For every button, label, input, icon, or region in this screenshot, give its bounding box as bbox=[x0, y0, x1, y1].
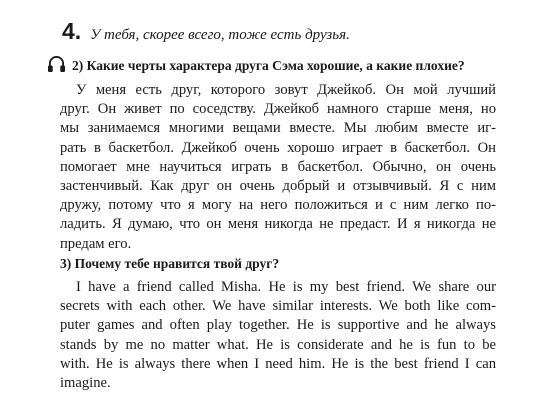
text-line: дружу, потому что я могу на него положиться и с ним легко по- bbox=[60, 197, 496, 214]
question-2-text: 2) Какие черты характера друга Сэма хорошие, а какие плохие? bbox=[72, 58, 465, 73]
text-line: imagine. bbox=[60, 375, 111, 392]
headphones-icon bbox=[47, 56, 66, 73]
text-line: stands by me no matter what. He is considerate and he is fun to be bbox=[60, 336, 496, 353]
question-3 bbox=[60, 256, 279, 272]
text-line: помогает мне научиться играть в баскетбол. Обычно, он очень bbox=[60, 158, 496, 175]
text-line: with. He is always there when I need him. He is the best friend I can bbox=[60, 355, 496, 372]
text-line: secrets with each other. We have similar interests. We both like com- bbox=[60, 298, 496, 315]
answer-english-paragraph bbox=[60, 278, 496, 393]
exercise-header bbox=[62, 18, 350, 45]
text-line: puter games and often play together. He is supportive and he always bbox=[60, 317, 496, 334]
text-line: предам его. bbox=[60, 235, 132, 252]
text-line: рать в баскетбол. Джейкоб очень хорошо играет в баскетбол. Он bbox=[60, 139, 496, 156]
text-line: застенчивый. Как друг он очень добрый и отзывчивый. Я с ним bbox=[60, 178, 496, 195]
question-3-text: 3) Почему тебе нравится твой друг? bbox=[60, 256, 280, 271]
exercise-title: У тебя, скорее всего, тоже есть друзья. bbox=[90, 27, 350, 43]
text-line: друг. Он живет по соседству. Джейкоб намного старше меня, но bbox=[60, 101, 496, 118]
text-line: мы занимаемся многими вещами вместе. Мы любим вместе иг- bbox=[60, 120, 496, 137]
answer-russian-paragraph bbox=[60, 81, 496, 254]
exercise-number: 4. bbox=[62, 18, 82, 44]
question-2 bbox=[47, 56, 465, 74]
text-line: У меня есть друг, которого зовут Джейкоб. Он мой лучший bbox=[76, 82, 496, 98]
text-line: ладить. Я думаю, что он меня никогда не предаст. И я никогда не bbox=[60, 216, 496, 233]
text-line: I have a friend called Misha. He is my best friend. We share our bbox=[76, 279, 496, 295]
